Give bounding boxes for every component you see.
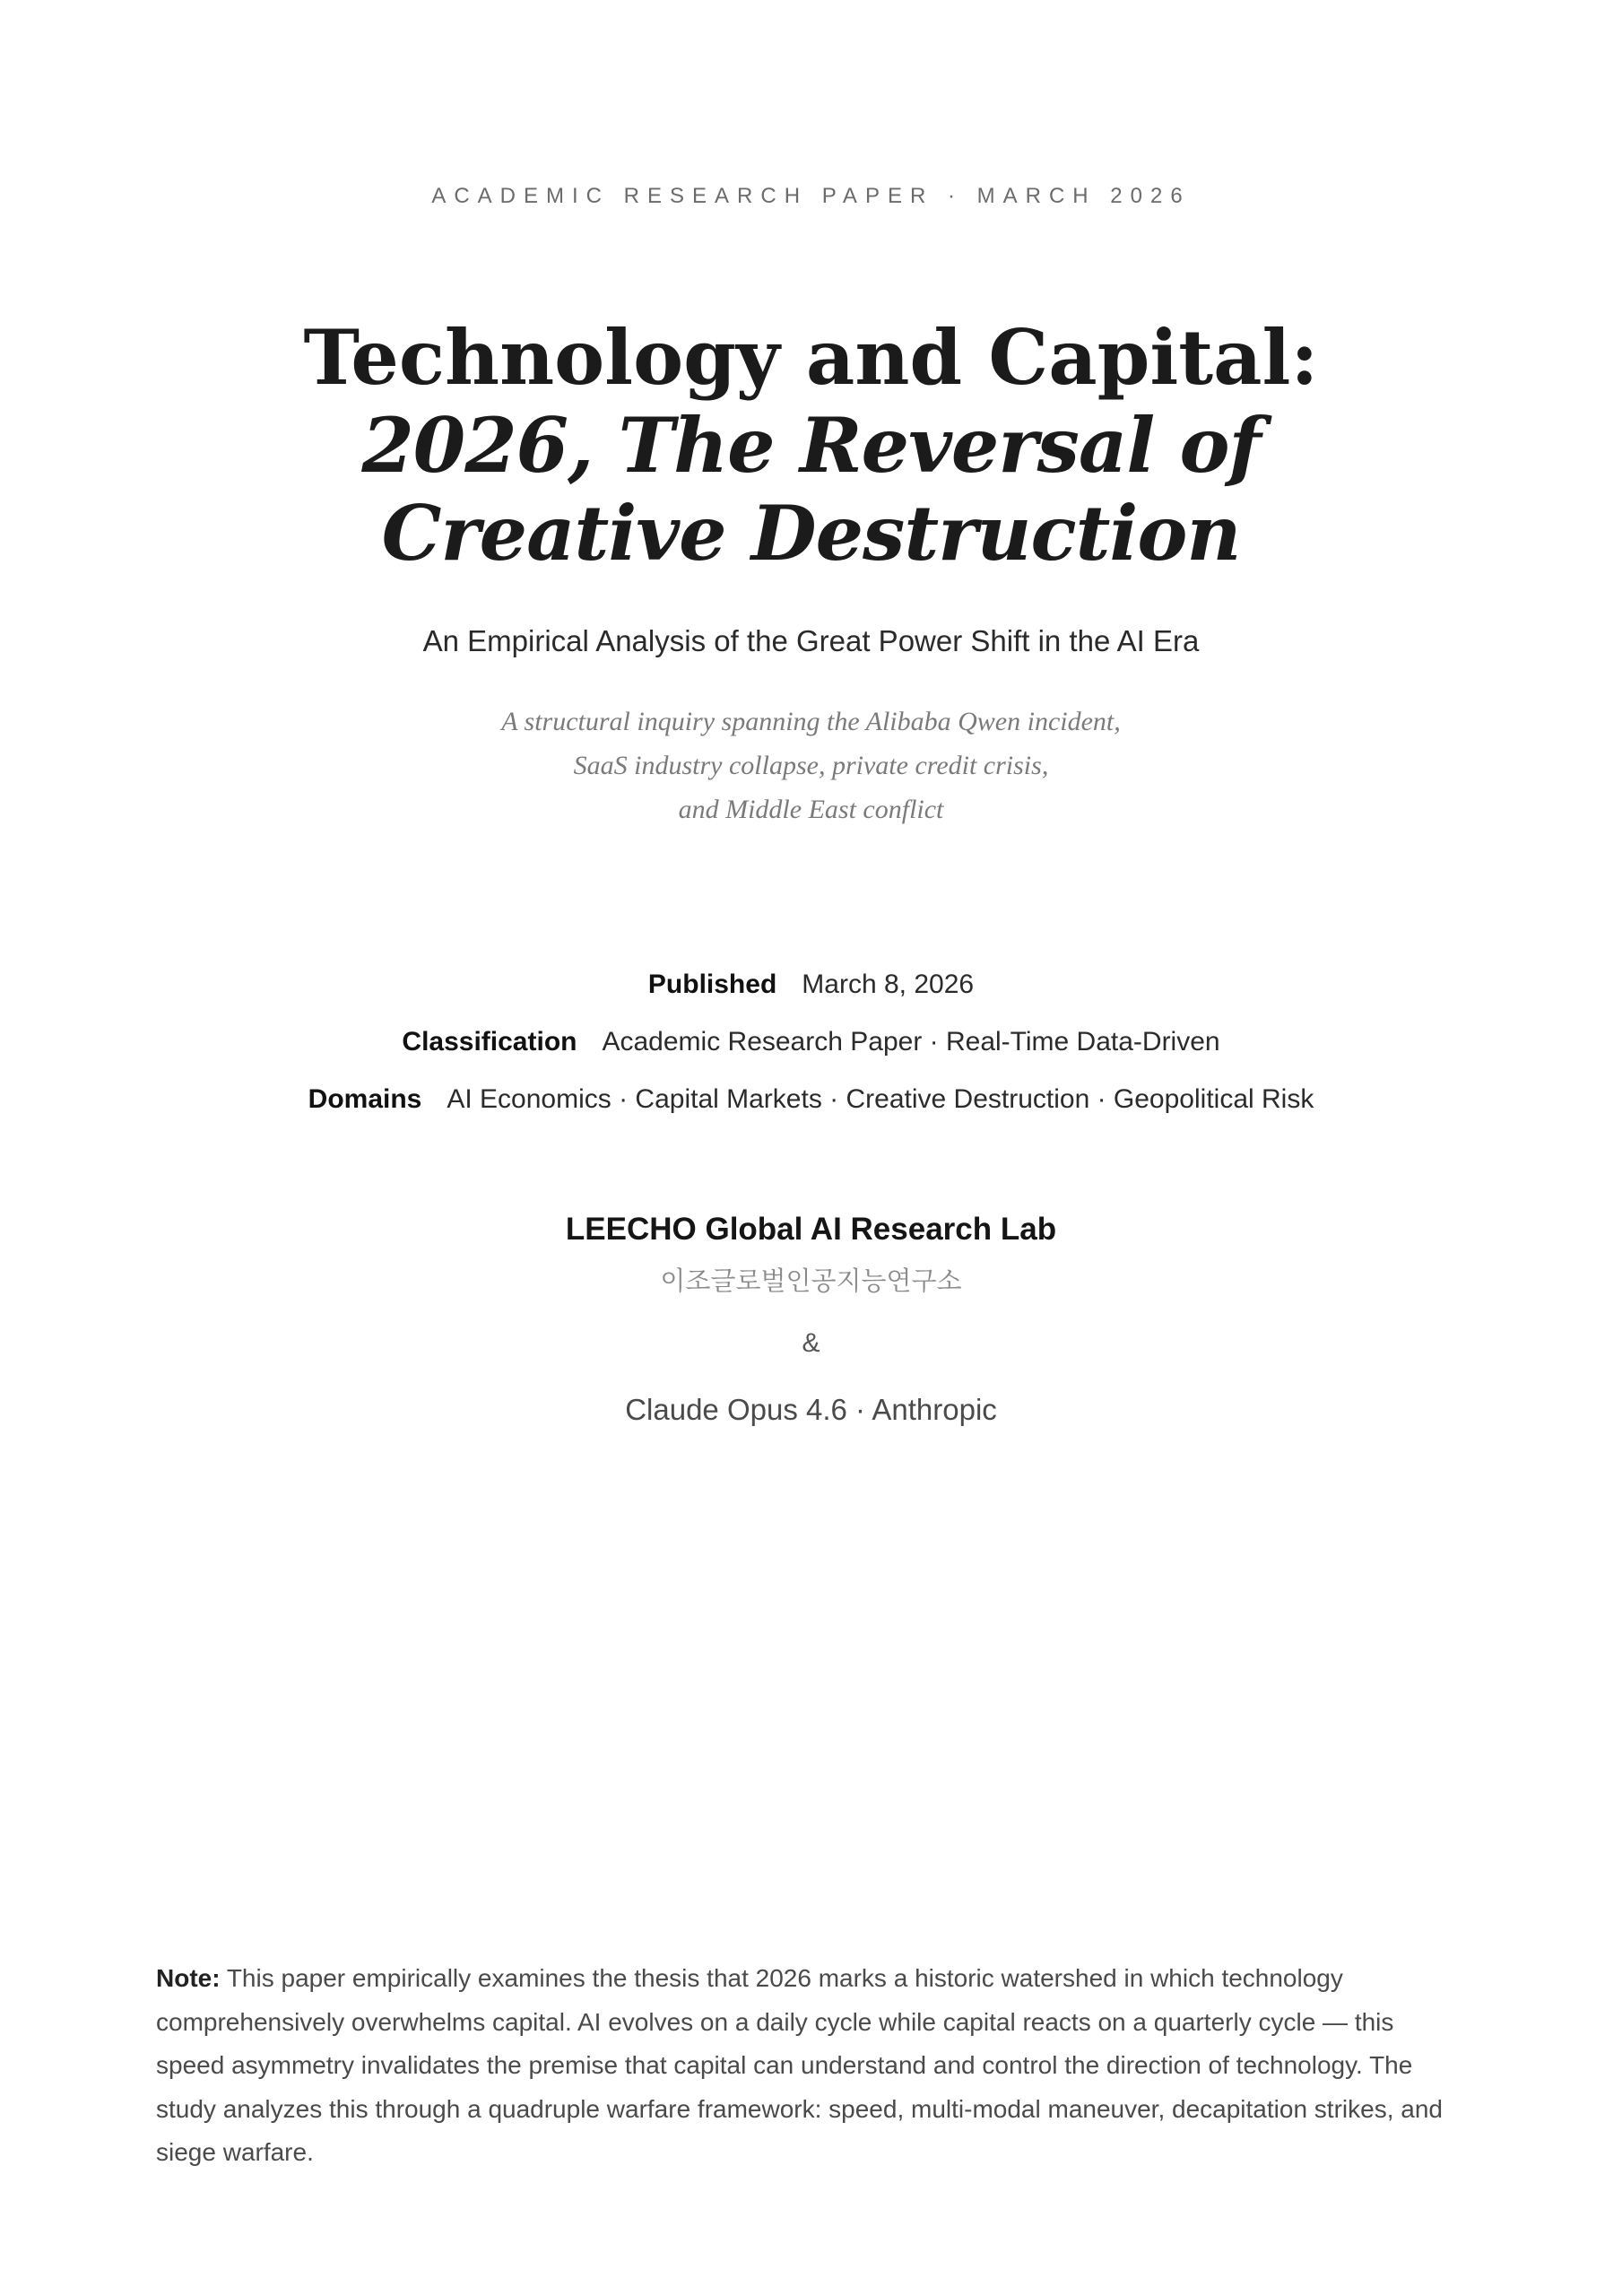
meta-classification-value: Academic Research Paper · Real-Time Data-Driven — [602, 1027, 1220, 1057]
meta-domains-row — [0, 1084, 1622, 1115]
note-label: Note: — [156, 1964, 221, 1992]
tagline-line-3: and Middle East conflict — [678, 795, 944, 824]
meta-published-label: Published — [647, 970, 777, 999]
paper-tagline — [0, 700, 1622, 831]
title-line-3: Creative Destruction — [381, 489, 1241, 578]
meta-classification-label: Classification — [402, 1027, 577, 1057]
meta-classification-row — [0, 1027, 1622, 1057]
meta-published-row — [0, 970, 1622, 1000]
paper-subtitle: An Empirical Analysis of the Great Power Shift in the AI Era — [422, 624, 1200, 657]
tagline-line-1: A structural inquiry spanning the Alibaba Qwen incident, — [501, 707, 1121, 736]
meta-published-value: March 8, 2026 — [802, 970, 975, 999]
abstract-note — [156, 1957, 1467, 2175]
paper-title — [0, 314, 1622, 578]
author-separator: & — [802, 1328, 820, 1358]
note-text: This paper empirically examines the thesis that 2026 marks a historic watershed in which technology comprehensively overwhelms capital. AI evolves on a daily cycle while capital reacts on a quarterly cycle — this speed asymmetry invalidates the premise that capital can understand and control the direction of technology. The study analyzes this through a quadruple warfare framework: speed, multi-modal maneuver, decapitation strikes, and siege warfare. — [156, 1964, 1443, 2166]
title-line-2: 2026, The Reversal of — [361, 401, 1261, 490]
coauthor: Claude Opus 4.6 · Anthropic — [625, 1393, 997, 1426]
title-line-1: Technology and Capital: — [303, 313, 1319, 402]
author-lab-name-korean: 이조글로벌인공지능연구소 — [660, 1267, 962, 1296]
meta-domains-label: Domains — [308, 1084, 422, 1114]
paper-kicker: ACADEMIC RESEARCH PAPER · MARCH 2026 — [431, 184, 1191, 208]
meta-domains-value: AI Economics · Capital Markets · Creative Destruction · Geopolitical Risk — [447, 1084, 1314, 1114]
tagline-line-2: SaaS industry collapse, private credit crisis, — [573, 751, 1049, 780]
author-lab-name: LEECHO Global AI Research Lab — [565, 1212, 1057, 1247]
